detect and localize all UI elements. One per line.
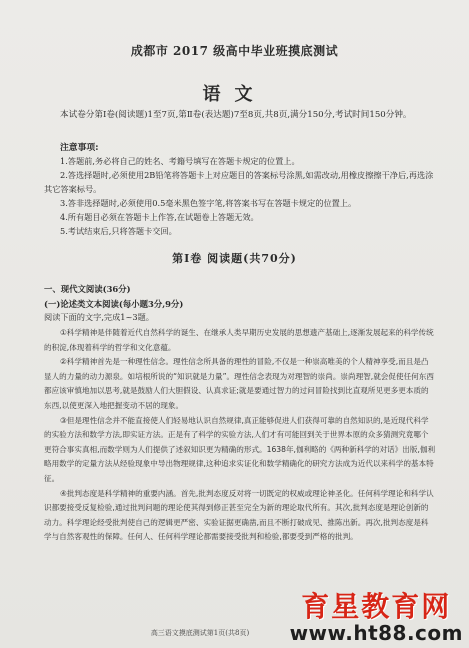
notice-item: 5.考试结束后,只将答题卡交回。 [60,226,177,236]
passage-paragraph: ①科学精神是伴随着近代自然科学的诞生、在继承人类早期历史发展的思想遗产基础上,逐渐发展起来的科学传统的积淀,体现着科学的哲学和文化意蕴。 [44,328,434,352]
watermark-url: www.ht88.com [289,621,463,645]
notice-item: 1.答题前,务必将自己的姓名、考籍号填写在答题卡规定的位置上。 [60,156,300,166]
section-title: 第Ⅰ卷 阅读题(共70分) [172,252,297,265]
exam-intro: 本试卷分第Ⅰ卷(阅读题)1至7页,第Ⅱ卷(表达题)7至8页,共8页,满分150分,考试时间150分钟。 [60,110,412,120]
notice-item: 2.答选择题时,必须使用2B铅笔将答题卡上对应题目的答案标号涂黑,如需改动,用橡皮擦擦干净后,再选涂其它答案标号。 [44,170,434,194]
reading-instruction: 阅读下面的文字,完成1~3题。 [44,312,154,322]
part-heading: 一、现代文阅读(36分) [44,284,131,294]
notice-item: 3.答非选择题时,必须使用0.5毫米黑色签字笔,将答案书写在答题卡规定的位置上。 [60,198,357,208]
page-footer: 高三语文摸底测试第1页(共8页) [150,629,250,637]
notices-title: 注意事项: [60,143,99,153]
subject-title: 语文 [202,84,267,105]
notices-list [44,154,436,238]
passage-text [44,326,436,545]
notice-item: 4.所有题目必须在答题卡上作答,在试题卷上答题无效。 [60,212,259,222]
passage-paragraph: ③但是理性信念并不能直接使人们轻易地认识自然规律,真正能够促进人们获得可靠的自然知识的,是近现代科学的实验方法和数学方法,即实证方法。正是有了科学的实验方法,人们才有可能回到关于世界本原的众多猜测究竟哪个更符合事实真相,而数学则为人们提供了述叙知识更为精确的形式。1638年,伽利略的《两种新科学的对话》出版,伽利略用数学的定量方法从经验现象中导出物理规律,这种追求实证化和数学精确化的研究方法成为近代以来科学的基本特征。 [44,415,436,483]
passage-paragraph: ②科学精神首先是一种理性信念。理性信念所具备的理性的冒险,不仅是一种崇高唯美的个人精神享受,而且是凸显人的力量的动力源泉。如培根所说的“知识就是力量”。理性信念表现为对理智的崇尚。崇尚理智,就会促使任何东西都应该审慎地加以思考,就是鼓励人们大胆假设、认真求证;就是要通过智力的过问冒险找到比直观所见更多更本质的东西,以使更深入地把握变动不居的现象。 [44,357,434,410]
passage-paragraph: ④批判态度是科学精神的重要内涵。首先,批判态度反对将一切既定的权威或理论神圣化。任何科学理论和科学认识都要接受反复检验,通过批判问题的理论使其得到修正甚至完全为新的理论取代所有。其次,批判态度是理论创新的动力。科学理论经受批判使自己的逻辑更严密、实验证据更确凿,而且不断打破成见、推陈出新。再次,批判态度是科学与自然客观性的保障。任何人、任何科学理论都需要接受批判和检验,都要受到严格的批判。 [44,488,434,542]
sub-part-heading: (一)论述类文本阅读(每小题3分,9分) [44,299,184,309]
exam-title: 成都市 2017 级高中毕业班摸底测试 [130,44,339,58]
watermark-brand: 育星教育网 [301,590,452,623]
site-watermark [290,592,463,644]
